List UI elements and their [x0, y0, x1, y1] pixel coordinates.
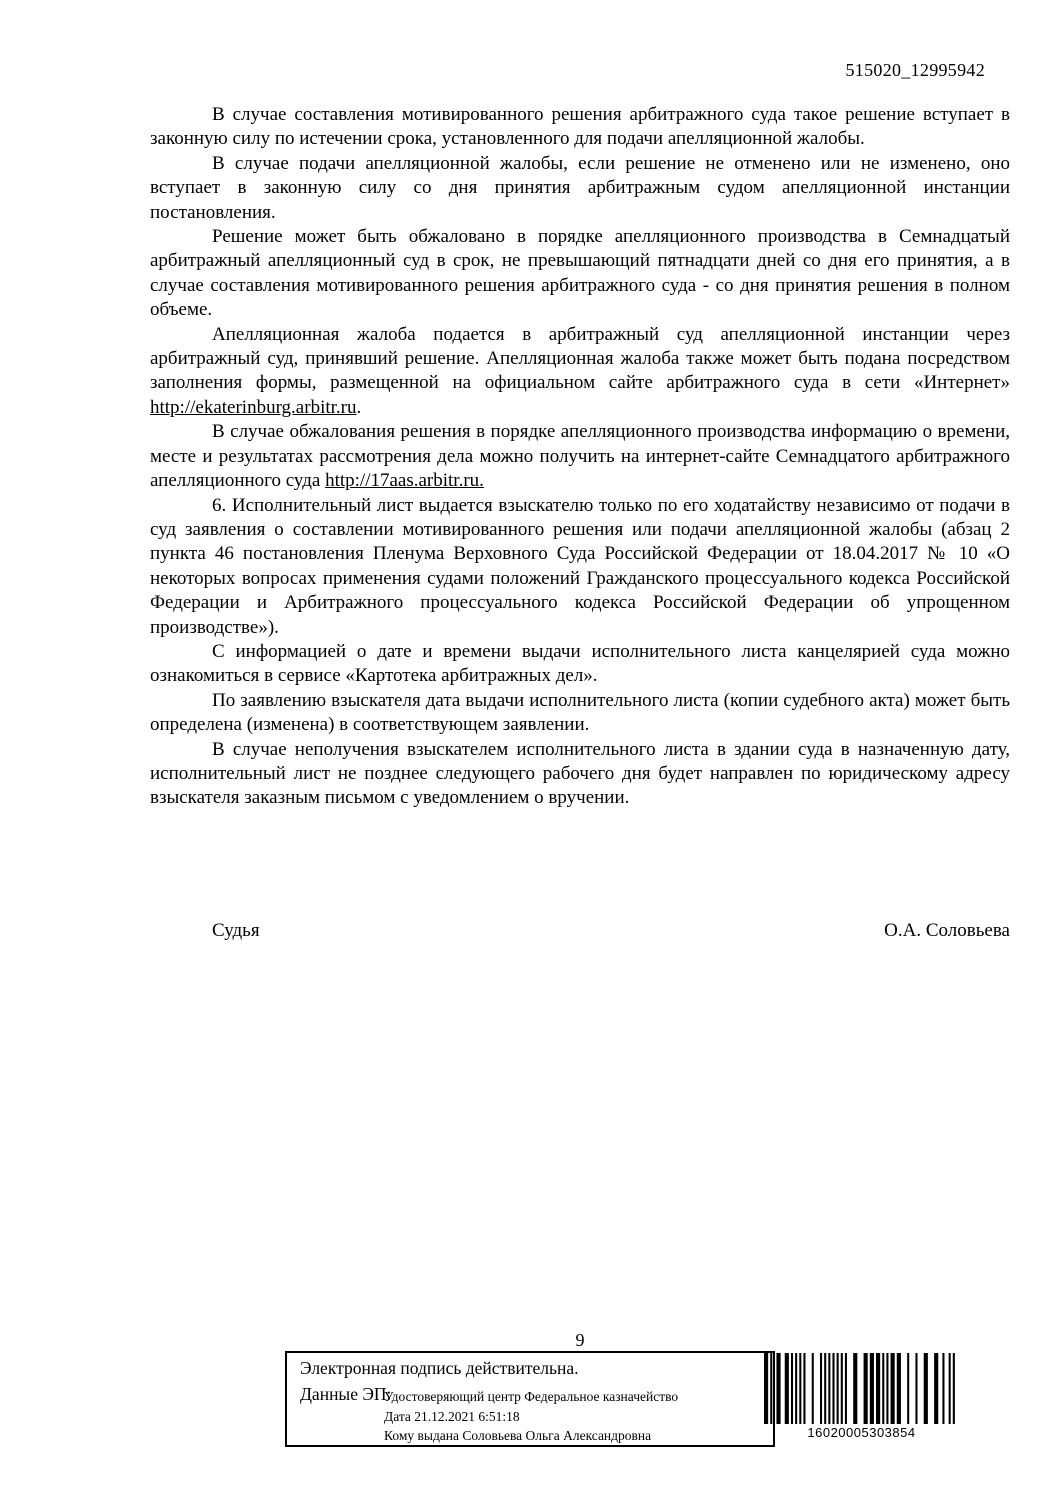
- stamp-details: [384, 1387, 678, 1446]
- paragraph-text: 6. Исполнительный лист выдается взыскателю только по его ходатайству независимо от подачи в суд заявления о составлении мотивированного решения или подачи апелляционной жалобы (абзац 2 пункта 46 постановления Пленума Верховного Суда Российской Федерации от 18.04.2017 № 10 «О некоторых вопросах применения судами положений Гражданского процессуального кодекса Российской Федерации и Арбитражного процессуального кодекса Российской Федерации об упрощенном производстве»).: [150, 494, 1010, 638]
- paragraph: [150, 152, 1010, 225]
- case-reference-number: 515020_12995942: [845, 60, 985, 80]
- stamp-validity-text: Электронная подпись действительна.: [300, 1358, 579, 1378]
- paragraph: [150, 420, 1010, 493]
- judge-role-label: Судья: [212, 920, 260, 941]
- page-number: 9: [575, 1330, 585, 1350]
- paragraph-text: В случае обжалования решения в порядке апелляционного производства информацию о времени, месте и результатах рассмотрения дела можно получить на интернет-сайте Семнадцатого арбитражного апелляционного суда: [150, 421, 1010, 492]
- paragraph-text: Решение может быть обжаловано в порядке апелляционного производства в Семнадцатый арбитражный апелляционный суд в срок, не превышающий пятнадцати дней со дня его принятия, а в случае составления мотивированного решения арбитражного суда - со дня принятия решения в полном объеме.: [150, 226, 1010, 321]
- stamp-date: Дата 21.12.2021 6:51:18: [384, 1408, 520, 1424]
- stamp-certification-authority: Удостоверяющий центр Федеральное казначейство: [384, 1389, 679, 1404]
- paragraph: [150, 323, 1010, 421]
- barcode: [764, 1353, 959, 1440]
- paragraph-text: Апелляционная жалоба подается в арбитражный суд апелляционной инстанции через арбитражный суд, принявший решение. Апелляционная жалоба также может быть подана посредством заполнения формы, размещенной на официальном сайте арбитражного суда в сети «Интернет»: [150, 323, 1010, 394]
- barcode-bars: [764, 1353, 959, 1424]
- paragraph-text: По заявлению взыскателя дата выдачи исполнительного листа (копии судебного акта) может быть определена (изменена) в соответствующем заявлении.: [150, 689, 1010, 736]
- stamp-data-label: Данные ЭП:: [300, 1384, 392, 1404]
- paragraph-text: С информацией о дате и времени выдачи исполнительного листа канцелярией суда можно ознакомиться в сервисе «Картотека арбитражных дел».: [150, 640, 1010, 687]
- paragraph: [150, 689, 1010, 738]
- paragraph: [150, 225, 1010, 323]
- paragraph-text: .: [356, 396, 362, 418]
- hyperlink[interactable]: http://17aas.arbitr.ru.: [325, 470, 484, 492]
- paragraph: [150, 103, 1010, 152]
- document-body: [150, 103, 1010, 811]
- paragraph: [150, 494, 1010, 640]
- hyperlink[interactable]: http://ekaterinburg.arbitr.ru: [150, 396, 357, 418]
- paragraph-text: В случае подачи апелляционной жалобы, если решение не отменено или не изменено, оно вступает в законную силу со дня принятия арбитражным судом апелляционной инстанции постановления.: [150, 152, 1010, 223]
- barcode-number: 16020005303854: [807, 1425, 916, 1440]
- paragraph: [150, 640, 1010, 689]
- electronic-signature-stamp: [285, 1351, 775, 1447]
- stamp-issued-to: Кому выдана Соловьева Ольга Александровна: [384, 1428, 652, 1443]
- signature-row: [150, 920, 1010, 942]
- paragraph-text: В случае составления мотивированного решения арбитражного суда такое решение вступает в законную силу по истечении срока, установленного для подачи апелляционной жалобы.: [150, 104, 1010, 150]
- paragraph: [150, 738, 1010, 811]
- judge-name: О.А. Соловьева: [884, 920, 1010, 941]
- paragraph-text: В случае неполучения взыскателем исполнительного листа в здании суда в назначенную дату, исполнительный лист не позднее следующего рабочего дня будет направлен по юридическому адресу взыскателя заказным письмом с уведомлением о вручении.: [150, 738, 1010, 809]
